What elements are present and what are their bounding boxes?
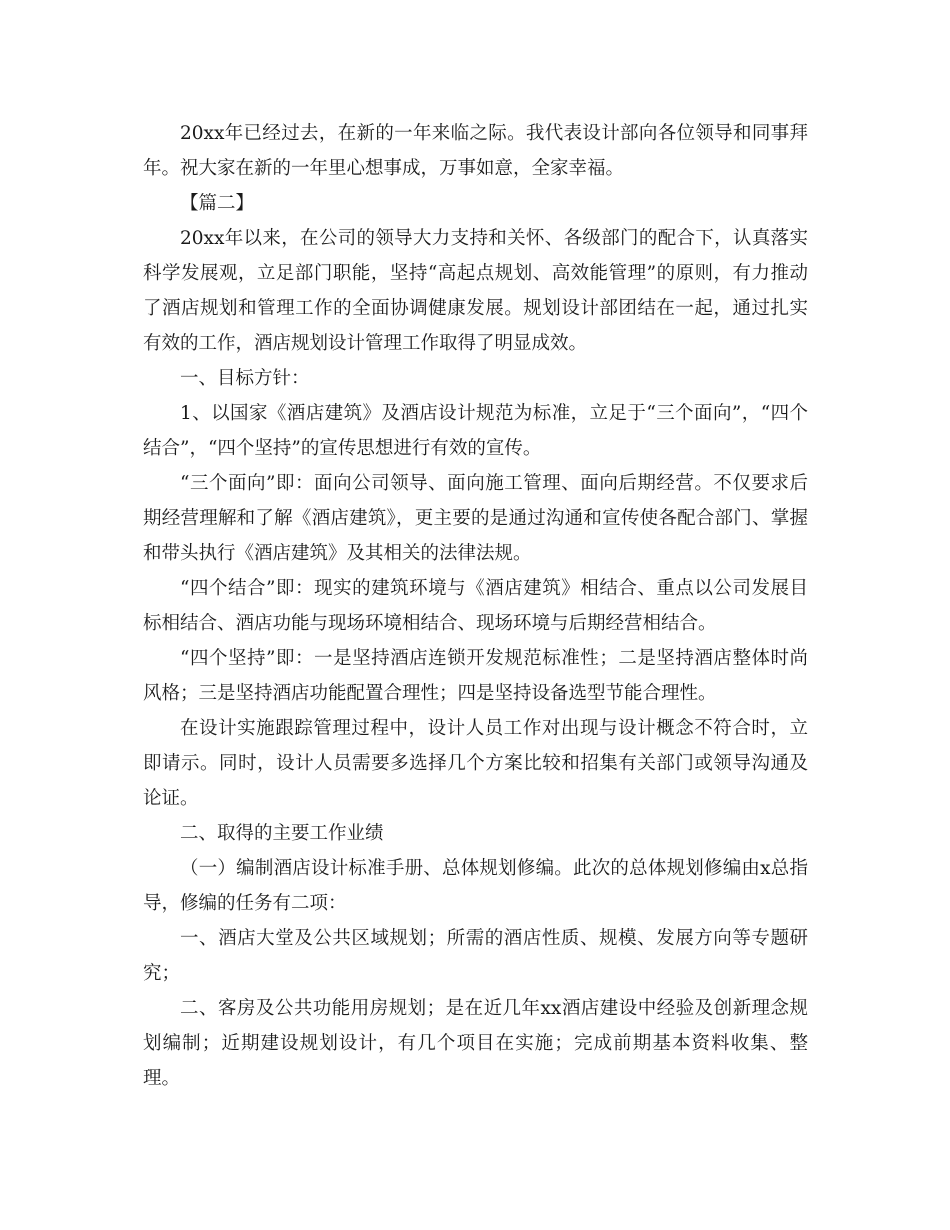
- paragraph-four-persistences: “四个坚持”即：一是坚持酒店连锁开发规范标准性；二是坚持酒店整体时尚风格；三是坚持酒店功能配置合理性；四是坚持设备选型节能合理性。: [143, 648, 808, 704]
- paragraph-lobby-planning: 一、酒店大堂及公共区域规划；所需的酒店性质、规模、发展方向等专题研究；: [143, 928, 808, 984]
- paragraph-new-year-greeting: 20xx年已经过去，在新的一年来临之际。我代表设计部向各位领导和同事拜年。祝大家在新的一年里心想事成，万事如意，全家幸福。: [143, 123, 808, 179]
- paragraph-room-planning: 二、客房及公共功能用房规划；是在近几年xx酒店建设中经验及创新理念规划编制；近期建设规划设计，有几个项目在实施；完成前期基本资料收集、整理。: [143, 998, 808, 1089]
- paragraph-four-combinations: “四个结合”即：现实的建筑环境与《酒店建筑》相结合、重点以公司发展目标相结合、酒店功能与现场环境相结合、现场环境与后期经营相结合。: [143, 578, 808, 634]
- paragraph-goal-1: 1、以国家《酒店建筑》及酒店设计规范为标准，立足于“三个面向”，“四个结合”，“四个坚持”的宣传思想进行有效的宣传。: [143, 403, 808, 459]
- paragraph-design-tracking: 在设计实施跟踪管理过程中，设计人员工作对出现与设计概念不符合时，立即请示。同时，设计人员需要多选择几个方案比较和招集有关部门或领导沟通及论证。: [143, 718, 808, 809]
- section-heading-part-two: 【篇二】: [180, 193, 255, 214]
- paragraph-achievement-1: （一）编制酒店设计标准手册、总体规划修编。此次的总体规划修编由x总指导，修编的任务有二项：: [143, 858, 808, 914]
- paragraph-three-orientations: “三个面向”即：面向公司领导、面向施工管理、面向后期经营。不仅要求后期经营理解和了解《酒店建筑》，更主要的是通过沟通和宣传使各配合部门、掌握和带头执行《酒店建筑》及其相关的法律法规。: [143, 473, 808, 564]
- heading-goals: 一、目标方针：: [180, 368, 310, 389]
- document-body: [143, 116, 808, 1096]
- paragraph-overview: 20xx年以来，在公司的领导大力支持和关怀、各级部门的配合下，认真落实科学发展观，立足部门职能，坚持“高起点规划、高效能管理”的原则，有力推动了酒店规划和管理工作的全面协调健康发展。规划设计部团结在一起，通过扎实有效的工作，酒店规划设计管理工作取得了明显成效。: [143, 228, 808, 354]
- heading-achievements: 二、取得的主要工作业绩: [180, 823, 384, 844]
